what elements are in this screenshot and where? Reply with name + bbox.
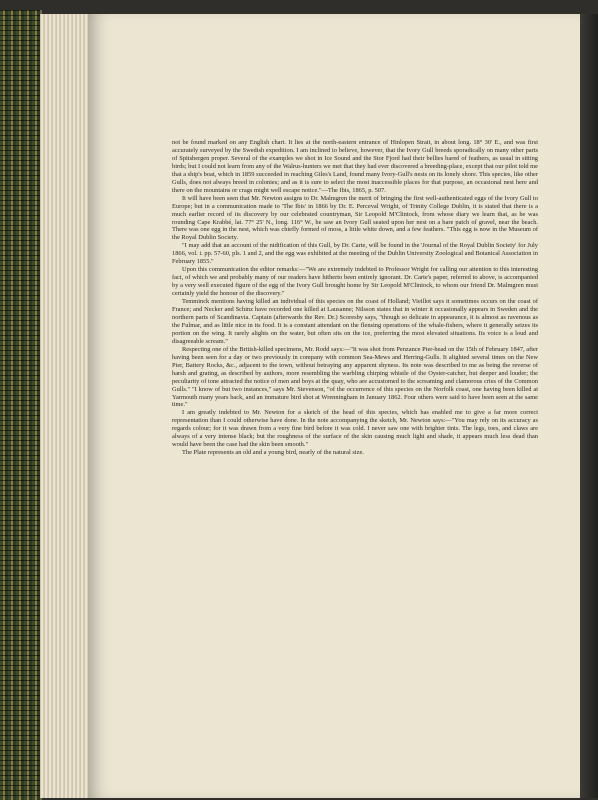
paragraph-malmgren-merit: It will have been seen that Mr. Newton assigns to Dr. Malmgren the merit of bringing the first well-authenticated eggs of the Ivory Gull to Europe; but in a communication made to 'The Ibis' in 1866 by Dr. E. Perceval Wright, of Trinity College Dublin, it is stated that there is a much earlier record of its discovery by our celebrated countryman, Sir Leopold M'Clintock, from whose diary we learn that, as he was rounding Cape Krabbé, lat. 77° 25' N., long. 116° W., he saw an Ivory Gull seated upon her nest on a bare patch of gravel, near the beach. There was one egg in the nest, which was chiefly formed of moss, a little white down, and a few feathers. "This egg is now in the Museum of the Royal Dublin Society. — [172, 194, 538, 242]
book-binding-edge — [0, 10, 42, 800]
body-text-block — [172, 139, 538, 457]
page-right-shadow — [580, 14, 598, 798]
paragraph-ibis-quote: not be found marked on any English chart. It lies at the north-eastern entrance of Hinlopen Strait, in about long. 18° 30' E., and was first accurately surveyed by the Swedish expedition. I am inclined to believe, however, that the Ivory Gull breeds sporadically on many other parts of Spitsbergen proper. Several of the examples we shot in Ice Sound and the Stor Fjord had their bellies bared of feathers, as usual in sitting birds; but I could not learn from any of the Walrus-hunters we met that they had ever discovered a breeding-place, except that our pilot told me that a ship's boat, which in 1859 succeeded in reaching Giles's Land, found many Ivory-Gull's nests on its lonely shore. This species, like other Gulls, does not always breed in colonies; and as it is sure to select the most inaccessible places for that purpose, an occasional nest here and there on the mountains or crags might well escape notice."—The Ibis, 1865, p. 507. — [172, 139, 538, 194]
paragraph-nidification: "I may add that an account of the nidification of this Gull, by Dr. Carte, will be found in the 'Journal of the Royal Dublin Society' for July 1866, vol. i. pp. 57-60, pls. 1 and 2, and the egg was exhibited at the meeting of the Dublin University Zoological and Botanical Association in February 1855." — [172, 242, 538, 266]
paragraph-editor-remarks: Upon this communication the editor remarks:—"We are extremely indebted to Professor Wright for calling our attention to this interesting fact, of which we and probably many of our readers have hitherto been entirely ignorant. Dr. Carte's paper, referred to above, is accompanied by a very well executed figure of the egg of the Ivory Gull brought home by Sir Leopold M'Clintock, to whom our friend Dr. Malmgren must certainly yield the honour of the discovery." — [172, 266, 538, 298]
paragraph-plate-note: The Plate represents an old and a young bird, nearly of the natural size. — [182, 449, 364, 457]
page-stack-edges — [40, 14, 90, 798]
paragraph-newton-sketch: I am greatly indebted to Mr. Newton for a sketch of the head of this species, which has enabled me to give a far more correct representation than I could otherwise have done. In the note accompanying the sketch, Mr. Newton says:—"You may rely on its accuracy as regards colour; for it was drawn from a very fine bird before it was cold. I never saw one with brighter tints. The legs, toes, and claws are always of a very intense black; but the roughness of the surface of the skin causing much light and shade, it appears much less dead than would have been the case had the skin been smooth." — [172, 409, 538, 449]
paragraph-temminck: Temminck mentions having killed an individual of this species on the coast of Holland; Vieillot says it sometimes occurs on the coast of France; and Necker and Schinz have recorded one killed at Lausanne; Nilsson states that in winter it occasionally appears in Sweden and the northern parts of Scandinavia. Captain (afterwards the Rev. Dr.) Scoresby says, "though so delicate in appearance, it is almost as ravenous as the Fulmar, and as little nice in its food. It is a constant attendant on the flensing operations of the whale-fishers, where it generally seizes its portion on the wing. It rarely alights on the water, but often sits on the ice, preferring the most elevated situations. Its voice is a loud and disagreeable scream." — [172, 298, 538, 345]
paragraph-british-specimens: Respecting one of the British-killed specimens, Mr. Rodd says:—"It was shot from Penzance Pier-head on the 15th of February 1847, after having been seen for a day or two previously in company with common Sea-Mews and Herring-Gulls. It alighted several times on the New Pier, Battery Rocks, &c., adjacent to the town, without betraying any apparent shyness. Its note was described to me as being the reverse of harsh and grating, as described by authors, more resembling the warbling chirping whistle of the Oyster-catcher, but deeper and louder; the peculiarity of tone attracted the notice of men and boys at the quay, who are accustomed to the screaming and clamorous cries of the Common Gulls." "I know of but two instances," says Mr. Stevenson, "of the occurrence of this species on the Norfolk coast, one having been killed at Yarmouth many years back, and an immature bird shot at Wrenningham in January 1862. Four others were said to have been seen at the same time." — [172, 345, 538, 409]
